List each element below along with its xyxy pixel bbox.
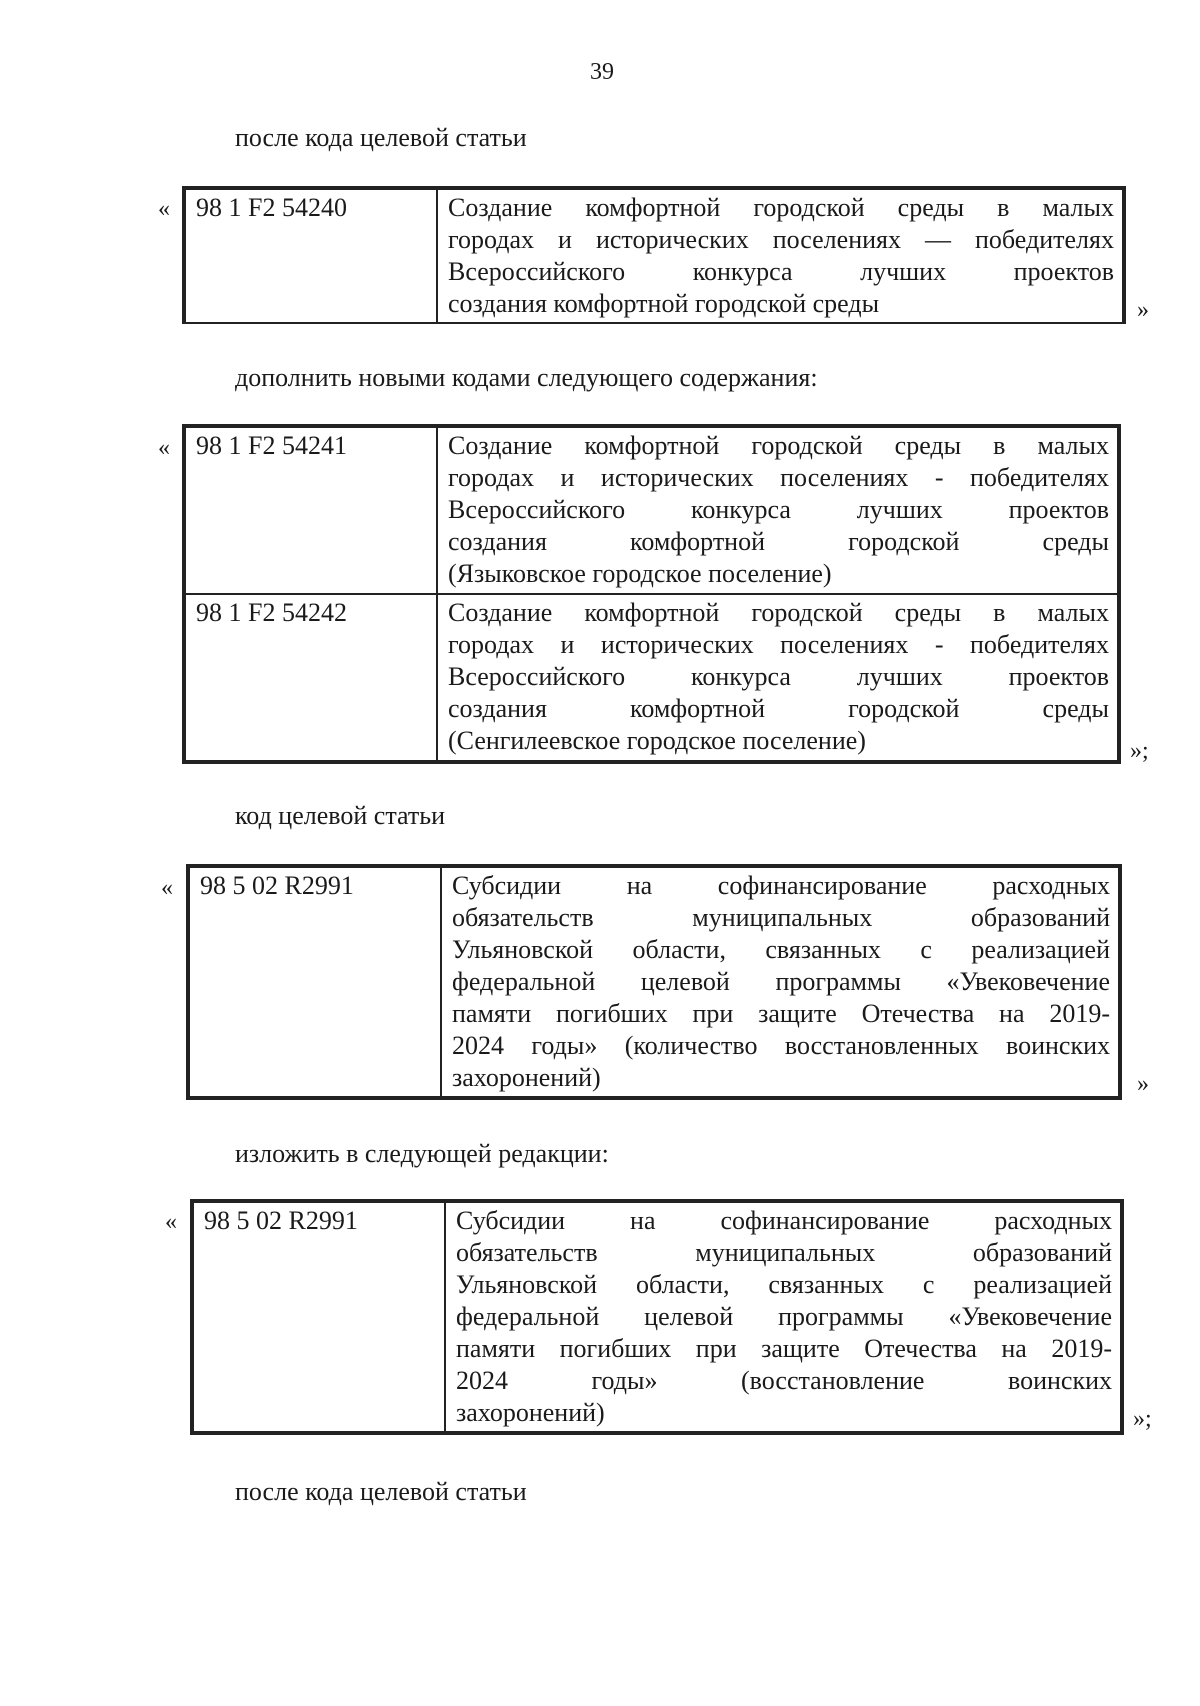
description-line: обязательств муниципальных образований [456,1238,1112,1267]
open-quote-1: « [158,196,170,222]
open-quote-3: « [161,875,173,901]
target-code-cell: 98 1 F2 54241 [185,427,437,594]
description-line: городах и исторических поселениях - победителях [448,630,1109,659]
description-line: Субсидии на софинансирование расходных [452,871,1110,900]
description-line: Всероссийского конкурса лучших проектов [448,662,1109,691]
table-row [185,594,1118,761]
table-row [185,189,1123,323]
paragraph-after-code-1: после кода целевой статьи [235,123,527,152]
code-table-1 [182,186,1126,324]
open-quote-2: « [158,435,170,461]
description-line: обязательств муниципальных образований [452,903,1110,932]
description-line: памяти погибших при защите Отечества на 2019- [452,999,1110,1028]
description-line: Создание комфортной городской среды в малых [448,431,1109,460]
target-code-cell: 98 1 F2 54242 [185,594,437,761]
code-table-3 [186,864,1122,1100]
paragraph-add-codes: дополнить новыми кодами следующего содержания: [235,363,818,392]
description-cell [437,594,1118,761]
page-number: 39 [590,59,614,85]
code-table-2 [182,424,1121,764]
target-code-cell: 98 5 02 R2991 [193,1202,445,1432]
target-code-cell: 98 5 02 R2991 [189,867,441,1097]
code-table-4 [190,1199,1124,1435]
description-line: создания комфортной городской среды [448,289,880,318]
description-line: Ульяновской области, связанных с реализацией [452,935,1110,964]
description-line: Всероссийского конкурса лучших проектов [448,257,1114,286]
description-line: городах и исторических поселениях — победителях [448,225,1114,254]
description-line: городах и исторических поселениях - победителях [448,463,1109,492]
description-line: захоронений) [456,1398,605,1427]
close-quote-semicolon-4: »; [1133,1406,1152,1432]
description-line: федеральной целевой программы «Увековечение [452,967,1110,996]
description-line: (Сенгилеевское городское поселение) [448,726,866,755]
description-line: 2024 годы» (количество восстановленных воинских [452,1031,1110,1060]
table-row [193,1202,1121,1432]
description-cell [441,867,1119,1097]
close-quote-1: » [1137,297,1149,323]
open-quote-4: « [165,1209,177,1235]
description-line: захоронений) [452,1063,601,1092]
table-row [189,867,1119,1097]
description-line: (Языковское городское поселение) [448,559,832,588]
paragraph-new-wording: изложить в следующей редакции: [235,1139,609,1168]
description-line: федеральной целевой программы «Увековечение [456,1302,1112,1331]
description-line: создания комфортной городской среды [448,694,1109,723]
description-line: Создание комфортной городской среды в малых [448,598,1109,627]
paragraph-after-code-2: после кода целевой статьи [235,1477,527,1506]
description-line: Субсидии на софинансирование расходных [456,1206,1112,1235]
description-line: Всероссийского конкурса лучших проектов [448,495,1109,524]
description-line: создания комфортной городской среды [448,527,1109,556]
description-cell [437,427,1118,594]
paragraph-code-label: код целевой статьи [235,801,445,830]
description-line: 2024 годы» (восстановление воинских [456,1366,1112,1395]
table-row [185,427,1118,594]
description-line: Создание комфортной городской среды в малых [448,193,1114,222]
target-code-cell: 98 1 F2 54240 [185,189,437,323]
close-quote-3: » [1137,1071,1149,1097]
description-cell [445,1202,1121,1432]
description-line: Ульяновской области, связанных с реализацией [456,1270,1112,1299]
close-quote-semicolon-2: »; [1130,738,1149,764]
description-line: памяти погибших при защите Отечества на 2019- [456,1334,1112,1363]
description-cell [437,189,1123,323]
